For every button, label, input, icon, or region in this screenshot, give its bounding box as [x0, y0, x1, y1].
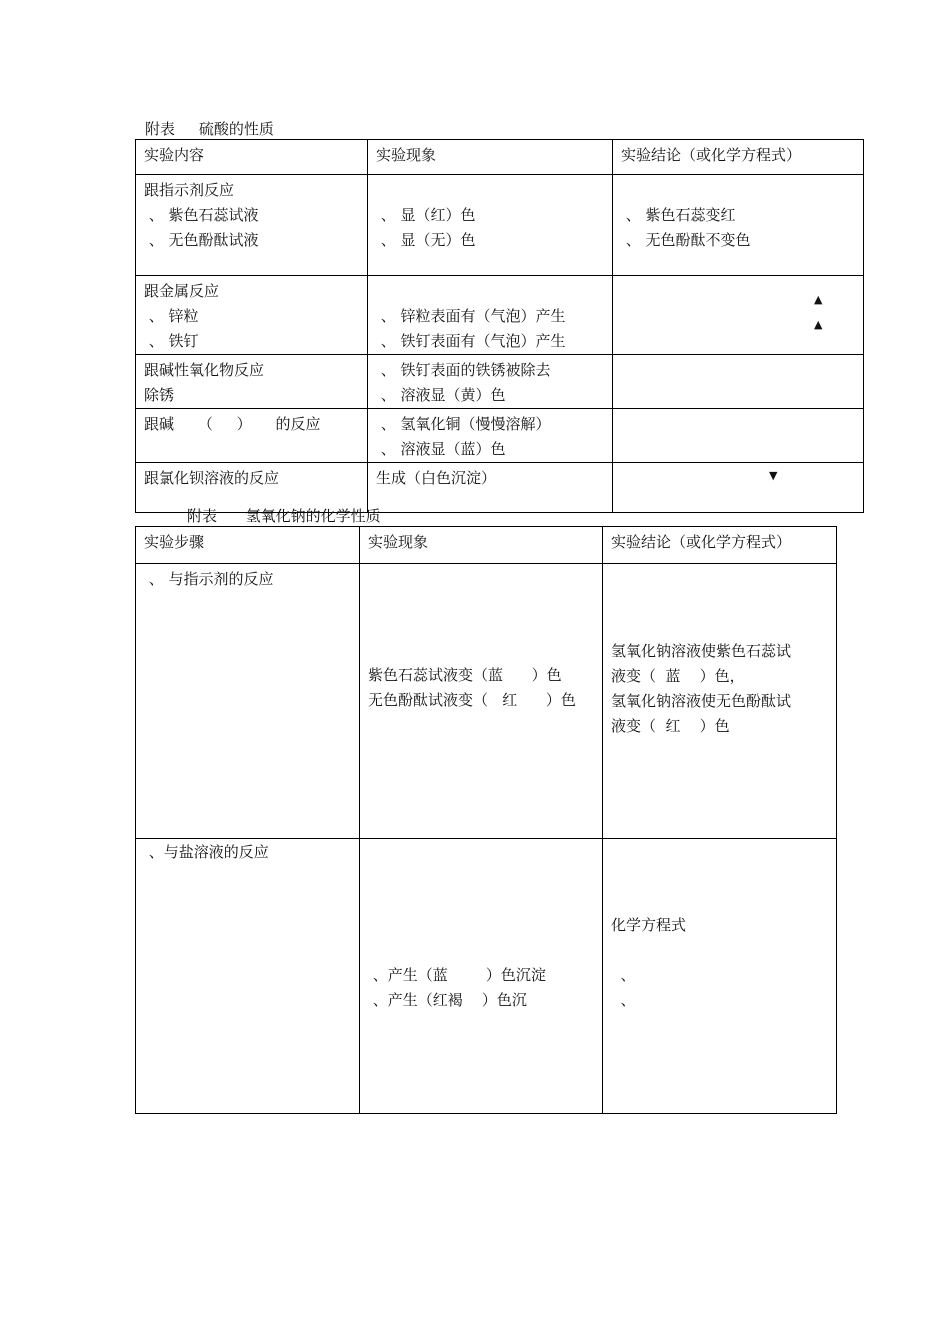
table-header-row [136, 140, 864, 175]
sulfuric-acid-table [135, 139, 864, 513]
header-cell: 实验结论（或化学方程式） [603, 527, 837, 564]
table-row [136, 276, 864, 355]
table2-caption: 附表 氢氧化钠的化学性质 [187, 507, 381, 525]
conclusion-cell [613, 355, 864, 409]
up-arrow-icon: ▲ [814, 318, 823, 331]
conclusion-cell: 氢氧化钠溶液使紫色石蕊试 液变（ 蓝 ）色， 氢氧化钠溶液使无色酚酞试 液变（ 红 ）色 [603, 564, 837, 839]
up-arrow-icon: ▲ [814, 293, 823, 306]
content-cell: 跟氯化钡溶液的反应 [136, 463, 368, 513]
phenomenon-cell: 、 铁钉表面的铁锈被除去 、 溶液显（黄）色 [368, 355, 613, 409]
table-row [136, 839, 837, 1114]
header-cell: 实验现象 [368, 140, 613, 175]
phenomenon-cell: 生成（白色沉淀） [368, 463, 613, 513]
header-cell: 实验内容 [136, 140, 368, 175]
conclusion-cell [613, 409, 864, 463]
phenomenon-cell: 、 显（红）色 、 显（无）色 [368, 175, 613, 276]
conclusion-cell [613, 463, 864, 513]
content-cell: 跟指示剂反应 、 紫色石蕊试液 、 无色酚酞试液 [136, 175, 368, 276]
phenomenon-cell: 、 锌粒表面有（气泡）产生 、 铁钉表面有（气泡）产生 [368, 276, 613, 355]
phenomenon-cell: 、 氢氧化铜（慢慢溶解） 、 溶液显（蓝）色 [368, 409, 613, 463]
content-cell: 跟碱 （ ） 的反应 [136, 409, 368, 463]
step-cell: 、与盐溶液的反应 [136, 839, 360, 1114]
phenomenon-cell: 、产生（蓝 ）色沉淀 、产生（红褐 ）色沉 [360, 839, 603, 1114]
table-row [136, 175, 864, 276]
step-cell: 、 与指示剂的反应 [136, 564, 360, 839]
phenomenon-cell: 紫色石蕊试液变（蓝 ）色 无色酚酞试液变（ 红 ）色 [360, 564, 603, 839]
down-arrow-icon: ▼ [769, 469, 778, 482]
conclusion-cell: 化学方程式 、 、 [603, 839, 837, 1114]
table-row [136, 355, 864, 409]
sodium-hydroxide-table [135, 526, 837, 1114]
conclusion-cell: 、 紫色石蕊变红 、 无色酚酞不变色 [613, 175, 864, 276]
content-cell: 跟碱性氧化物反应 除锈 [136, 355, 368, 409]
header-cell: 实验步骤 [136, 527, 360, 564]
header-cell: 实验结论（或化学方程式） [613, 140, 864, 175]
table-header-row [136, 527, 837, 564]
content-cell: 跟金属反应 、 锌粒 、 铁钉 [136, 276, 368, 355]
conclusion-cell [613, 276, 864, 355]
table-row [136, 564, 837, 839]
header-cell: 实验现象 [360, 527, 603, 564]
table-row [136, 409, 864, 463]
table1-caption: 附表 硫酸的性质 [145, 120, 274, 138]
